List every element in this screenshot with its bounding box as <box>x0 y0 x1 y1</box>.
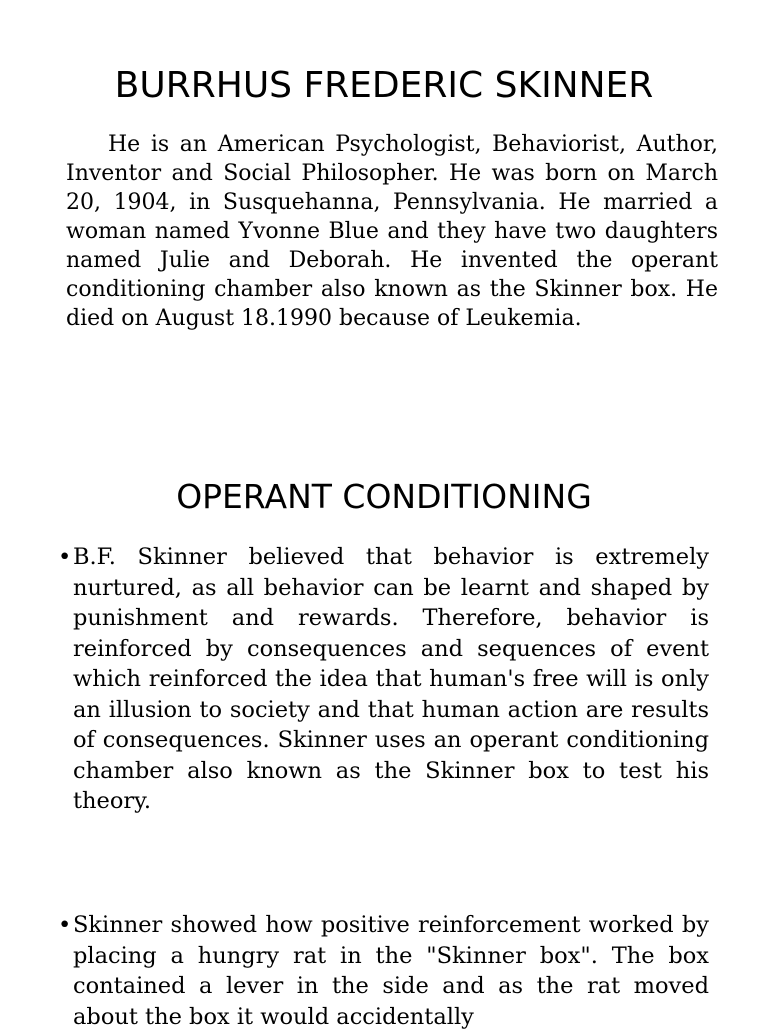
bullet-item <box>58 910 709 1032</box>
bullet-item <box>58 542 709 817</box>
page-title: BURRHUS FREDERIC SKINNER <box>114 65 654 106</box>
bullet-icon: • <box>58 544 72 570</box>
bullet-text: Skinner showed how positive reinforcement worked by placing a hungry rat in the "Skinner box". The box contained a lever in the side and as the rat moved about the box it would accidentally <box>73 912 709 1030</box>
bullet-text: B.F. Skinner believed that behavior is extremely nurtured, as all behavior can be learnt and shaped by punishment and rewards. Therefore, behavior is reinforced by consequences and sequences of event which reinforced the idea that human's free will is only an illusion to society and that human action are results of consequences. Skinner uses an operant conditioning chamber also known as the Skinner box to test his theory. <box>73 544 709 814</box>
section-heading: OPERANT CONDITIONING <box>176 477 592 516</box>
biography-paragraph: He is an American Psychologist, Behaviorist, Author, Inventor and Social Philosopher. He was born on March 20, 1904, in Susquehanna, Pennsylvania. He married a woman named Yvonne Blue and they have two daughters named Julie and Deborah. He invented the operant conditioning chamber also known as the Skinner box. He died on August 18.1990 because of Leukemia. <box>66 132 718 331</box>
bullet-icon: • <box>58 912 72 938</box>
